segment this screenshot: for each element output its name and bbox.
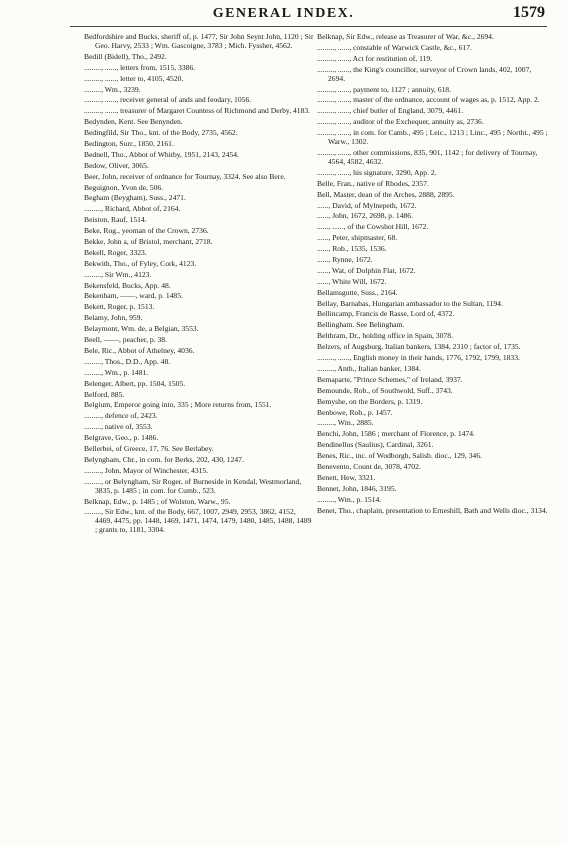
index-entry: ........., Richard, Abbot of, 2164. bbox=[84, 204, 181, 214]
index-entry: ........., ......, master of the ordnance, account of wages as, p. 1512, App. 2. bbox=[317, 95, 540, 105]
index-entry: ........., native of, 3553. bbox=[84, 422, 153, 432]
index-entry: ........., Sir Wm., 4123. bbox=[84, 269, 152, 279]
index-entry: Belamy, John, 959. bbox=[84, 313, 143, 323]
right-column bbox=[317, 32, 549, 516]
index-entry: Bemaparte, "Prince Schemes," of Ireland, 3937. bbox=[317, 374, 463, 384]
index-entry: Bekell, Roger, 3323. bbox=[84, 247, 147, 257]
index-entry: Bedingfild, Sir Tho., knt. of the Body, 2735, 4562. bbox=[84, 128, 238, 138]
index-entry: Belgium, Emperor going into, 335 ; More returns from, 1551. bbox=[84, 400, 272, 410]
index-entry: Bemyshe, on the Borders, p. 1319. bbox=[317, 396, 423, 406]
index-entry: ........., ......, payment to, 1127 ; annuity, 618. bbox=[317, 84, 452, 94]
index-entry: ........., Wm., p. 1481. bbox=[84, 367, 149, 377]
index-entry: Belle, Fran., native of Rhodes, 2357. bbox=[317, 178, 429, 188]
index-entry: Benchi, John, 1586 ; merchant of Florence, p. 1474. bbox=[317, 429, 475, 439]
left-column bbox=[84, 32, 314, 536]
index-entry: Beell, ——, peacher, p. 38. bbox=[84, 335, 167, 345]
index-entry: ........., John, Mayor of Winchester, 4315. bbox=[84, 465, 209, 475]
index-entry: Belknap, Edw., p. 1485 ; of Wolston, Warw., 95. bbox=[84, 496, 231, 506]
index-entry: Bekke, John a, of Bristol, merchant, 2718. bbox=[84, 237, 213, 247]
index-entry: Bedynden, Kent. See Benynden. bbox=[84, 117, 183, 127]
index-entry: ......, Peter, shipmaster, 68. bbox=[317, 233, 398, 243]
index-entry: Bedfordshire and Bucks, sheriff of, p. 1477, Sir John Seynt John, 1120 ; Sir Geo. Harvy, 2533 ; Wm. Gascoigne, 3783 ; Mich. Fyssher, 4562. bbox=[84, 32, 314, 50]
index-entry: Bellay, Barnabas, Hungarian ambassador to the Sultan, 1194. bbox=[317, 298, 503, 308]
index-entry: ........., ......, his signature, 3290, App. 2. bbox=[317, 167, 437, 177]
index-entry: ........., Wm., p. 1514. bbox=[317, 494, 382, 504]
index-entry: Beiston, Rauf, 1514. bbox=[84, 215, 147, 225]
index-entry: Bellingham. See Belingham. bbox=[317, 320, 405, 330]
index-entry: Bednell, Tho., Abbot of Whitby, 1951, 2143, 2454. bbox=[84, 149, 239, 159]
index-entry: Benet, Tho., chaplain, presentation to Erneshill, Bath and Wells dioc., 3134. bbox=[317, 505, 548, 515]
index-entry: Bedington, Surr., 1850, 2161. bbox=[84, 139, 174, 149]
index-entry: Belthram, Dr., holding office in Spain, 3078. bbox=[317, 331, 453, 341]
index-entry: ........., ......, English money in their hands, 1776, 1792, 1799, 1833. bbox=[317, 353, 520, 363]
index-entry: Bennet, John, 1846, 3195. bbox=[317, 483, 397, 493]
index-entry: Bekenham, ——, ward, p. 1485. bbox=[84, 291, 183, 301]
index-entry: Belyngham, Chr., in com. for Berks, 202, 430, 1247. bbox=[84, 454, 244, 464]
index-entry: ......, White Will, 1672. bbox=[317, 276, 387, 286]
index-entry: Bekensfeld, Bucks, App. 48. bbox=[84, 280, 171, 290]
index-entry: Benevento, Count de, 3078, 4702. bbox=[317, 461, 421, 471]
index-entry: Bedill (Bidell), Tho., 2492. bbox=[84, 51, 167, 61]
index-entry: ......, David, of Mylnepeth, 1672. bbox=[317, 200, 417, 210]
index-entry: ........., ......, chief butler of England, 3079, 4461. bbox=[317, 106, 464, 116]
index-entry: ........., ......, auditor of the Exchequer, annuity as, 2736. bbox=[317, 117, 484, 127]
index-entry: ........., Sir Edw., knt. of the Body, 667, 1007, 2949, 2953, 3862, 4152, 4469, 4475, pp. 1448, 1469, 1471, 1474, 1479, 1480, 1485, 1488, 1489 ; grants to, 1181, 3304. bbox=[84, 507, 312, 535]
index-entry: Bellamsgutte, Suss., 2164. bbox=[317, 287, 398, 297]
index-entry: Begham (Beygham), Suss., 2471. bbox=[84, 193, 186, 203]
index-entry: Beke, Rog., yeoman of the Crown, 2736. bbox=[84, 226, 209, 236]
index-entry: ......, John, 1672, 2698, p. 1486. bbox=[317, 211, 413, 221]
index-entry: Belknap, Sir Edw., release as Treasurer of War, &c., 2694. bbox=[317, 32, 494, 41]
index-entry: ........., ......, in com. for Camb., 495 ; Leic., 1213 ; Linc., 495 ; Northt., 495 ; Warw., 1302. bbox=[317, 128, 548, 147]
header-rule bbox=[70, 26, 547, 27]
index-entry: ........., ......, receiver general of ands and feodary, 1056. bbox=[84, 95, 252, 105]
page-title: GENERAL INDEX. bbox=[212, 6, 355, 21]
index-entry: ........., ......, Act for restitution of, 119. bbox=[317, 53, 433, 63]
index-entry: Bendinellus (Saulius), Cardinal, 3261. bbox=[317, 440, 434, 450]
index-entry: ......, Wat, of Dolphin Flat, 1672. bbox=[317, 265, 416, 275]
index-entry: Bekwith, Tho., of Fyley, Cork, 4123. bbox=[84, 258, 197, 268]
index-entry: Belgrave, Geo., p. 1486. bbox=[84, 433, 159, 443]
index-entry: Benbowe, Rob., p. 1457. bbox=[317, 407, 393, 417]
index-entry: Belzers, of Augsburg, Italian bankers, 1384, 2310 ; factor of, 1735. bbox=[317, 342, 521, 352]
index-entry: ......, Rynne, 1672. bbox=[317, 255, 373, 265]
page-number: 1579 bbox=[513, 4, 545, 21]
index-entry: Belaymont, Wm. de, a Belgian, 3553. bbox=[84, 324, 199, 334]
index-entry: ........., Thos., D.D., App. 48. bbox=[84, 356, 171, 366]
index-entry: Bellincamp, Francis de Rasse, Lord of, 4372. bbox=[317, 309, 455, 319]
index-entry: ........., Wm., 2885. bbox=[317, 418, 374, 428]
index-entry: Belford, 885. bbox=[84, 389, 125, 399]
index-entry: Beguignon, Yvon de, 506. bbox=[84, 182, 164, 192]
index-entry: ........., ......, letter to, 4105, 4520. bbox=[84, 73, 184, 83]
index-entry: Bedow, Oliver, 3065. bbox=[84, 160, 149, 170]
index-entry: ........., ......, the King's councillor, surveyor of Crown lands, 402, 1007, 2694. bbox=[317, 64, 532, 83]
index-entry: Bellerbei, of Greece, 17, 76. See Berlabey. bbox=[84, 443, 214, 453]
index-entry: Benes, Ric., inc. of Wodborgh, Salisb. dioc., 129, 346. bbox=[317, 451, 482, 461]
index-entry: ........., Wm., 3239. bbox=[84, 84, 141, 94]
index-entry: ........., Anth., Italian banker, 1384. bbox=[317, 363, 421, 373]
index-entry: Beer, John, receiver of ordnance for Tournay, 3324. See also Bere. bbox=[84, 171, 286, 181]
index-entry: ........., ......, constable of Warwick Castle, &c., 617. bbox=[317, 42, 472, 52]
index-entry: ........., or Belyngham, Sir Roger, of Burneside in Kendal, Westmorland, 3835, p. 1485 ; in com. for Cumb., 523. bbox=[84, 476, 302, 495]
index-entry: ........., defence of, 2423. bbox=[84, 411, 158, 421]
index-entry: ........., ......, letters from, 1515, 3386. bbox=[84, 62, 196, 72]
index-entry: Bele, Ric., Abbot of Athelney, 4036. bbox=[84, 345, 195, 355]
index-entry: ......, ......, of the Cowshot Hill, 1672. bbox=[317, 222, 429, 232]
index-entry: Benett, Hew, 3321. bbox=[317, 472, 376, 482]
index-entry: Belenger, Albert, pp. 1504, 1505. bbox=[84, 378, 186, 388]
index-entry: Bekett, Roger, p. 1513. bbox=[84, 302, 155, 312]
index-entry: ......, Rob., 1535, 1536. bbox=[317, 244, 387, 254]
index-entry: Bell, Master, dean of the Arches, 2888, 2895. bbox=[317, 189, 455, 199]
index-entry: ........., ......, treasurer of Margaret Countess of Richmond and Derby, 4183. bbox=[84, 106, 311, 116]
index-entry: ........., ......, other commissions, 835, 901, 1142 ; for delivery of Tournay, 4564, 4582, 4632. bbox=[317, 148, 538, 167]
index-entry: Bemounde, Rob., of Southwold, Suff., 3743. bbox=[317, 385, 453, 395]
